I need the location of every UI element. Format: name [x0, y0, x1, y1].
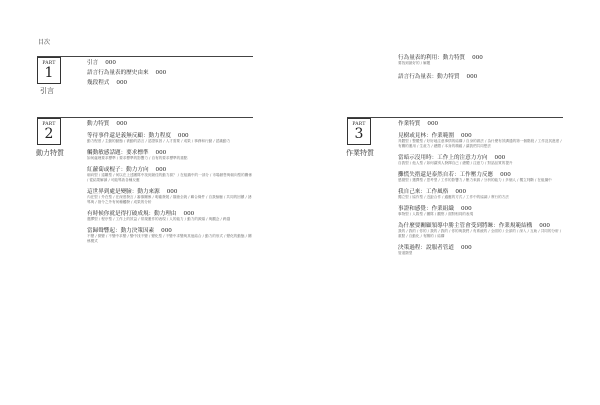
subtopic: 人才需要 [165, 139, 181, 143]
subtopic: 互助 [530, 229, 538, 233]
toc-entry [398, 55, 558, 66]
entry-subtopics: 感覺型 / 選擇型 / 思考型 / 工作的影響力 / 壓力來源 / 分析的能力 / 多個人 / 獨立判斷 / 在組織中 [398, 178, 552, 182]
entry-title: 我自己來：工作風格 [398, 189, 449, 195]
subtopic: 我的 [430, 229, 438, 233]
subtopic: 他人型 [412, 161, 424, 165]
entry-page: 000 [177, 133, 189, 139]
subtopic: 外在型 [101, 195, 113, 199]
part-number: 2 [44, 126, 54, 142]
subtopic: 近距合作 [426, 195, 441, 199]
subtopic: 事務和行動 [194, 139, 213, 143]
subtopic: 微變 [97, 234, 105, 238]
subtopic: 成果 [183, 139, 191, 143]
subtopic: 市場銷售與朝向型的關係 [212, 173, 252, 177]
subtopic: 具體型 [398, 139, 409, 143]
entry-subtopics: 事物型 / 人際型 / 團隊 / 觀察 / 面對相同的表現 [398, 212, 474, 216]
subtopic: 人的能力 [169, 217, 184, 221]
subtopic: 常規運作的表現 [140, 217, 166, 221]
part-2-box [37, 118, 61, 145]
subtopic: 我的 [440, 229, 448, 233]
subtopic: 自動化 [408, 234, 420, 238]
part-3-top-entries [398, 55, 558, 88]
part-word: PART [42, 61, 56, 66]
subtopic: 你的 [419, 229, 427, 233]
part-3-rule [347, 117, 563, 118]
entry-page: 000 [155, 150, 167, 156]
part-2-entries [87, 121, 253, 250]
entry-subtopics: 我的 / 我的 / 你的 / 我的 / 我的 / 你的與我們 / 有系統的 / 全面的 / 全部的 / 深入 / 互助 / 共同的分析 / 重點 / 自動化 / 有關的 / 結構 [398, 229, 562, 238]
entry-title: 當暗示沒用時：工作上的注意力方向 [398, 155, 488, 161]
subtopic: 明確發展 [154, 195, 170, 199]
toc-entry [87, 211, 253, 222]
entry-page: 000 [155, 167, 167, 173]
entry-page: 000 [455, 189, 467, 195]
subtopic: 主動的動態 [104, 139, 123, 143]
entry-title: 動力特質 [87, 121, 110, 127]
entry-title: 作業特質 [398, 121, 421, 127]
subtopic: 在組織中的一部分 [180, 173, 209, 177]
toc-entry [87, 189, 253, 205]
subtopic: 不變中求變 [108, 234, 127, 238]
toc-entry [87, 150, 253, 161]
toc-entry [87, 121, 253, 127]
entry-title: 決策過程：說服者管道 [398, 245, 454, 251]
subtopic: 整體型 [412, 139, 424, 143]
part-3-entries [398, 121, 563, 262]
subtopic: 不變 [87, 234, 95, 238]
subtopic: 關係模式 [87, 234, 252, 243]
subtopic: 動力程度 [87, 139, 102, 143]
entry-page: 000 [539, 223, 550, 229]
subtopic: 實行的方法 [490, 195, 509, 199]
subtopic: 在深度發言 [115, 195, 134, 199]
subtopic: 讓我們共同想法 [465, 144, 492, 148]
subtopic: 內在型 [87, 195, 98, 199]
subtopic: 適應的方式 [444, 195, 463, 199]
toc-entry [398, 121, 563, 127]
subtopic: 變化的動態 [226, 234, 245, 238]
subtopic: 我的 [408, 229, 416, 233]
entry-page: 000 [427, 121, 439, 127]
entry-title: 為什麼要關顧領導中勝主管會受到將睞：作業規範結構 [398, 223, 533, 229]
entry-subtopics: 內在型 / 外在型 / 在深度發言 / 審慎關係 / 明確發展 / 描繪全貌 / 聯合條件 / 自我檢驗 / 共同的回饋 / 誘導與 / 指令之外有何種觸發 / 成果的分析 [87, 195, 252, 204]
entry-title: 語言行為量表：動力特質 [398, 74, 460, 80]
entry-page: 000 [166, 189, 178, 195]
subtopic: 共同的回饋 [226, 195, 245, 199]
part-3-box [347, 118, 371, 145]
part-number: 1 [44, 65, 54, 81]
entry-title: 攤慌失措還是泰然自若：工作壓力反應 [398, 172, 494, 178]
subtopic: 獨立型 [398, 195, 409, 199]
subtopic: 審慎關係 [137, 195, 152, 199]
subtopic: 觀察 [437, 212, 445, 216]
entry-page: 000 [466, 74, 478, 80]
subtopic: 人際型 [412, 212, 424, 216]
part-2-rule [37, 117, 253, 118]
subtopic: 對話品質的提升 [487, 161, 513, 165]
subtopic: 遠離型 [101, 173, 113, 177]
entry-title: 事證和感覺：作業組織 [398, 206, 454, 212]
toc-entry [398, 206, 563, 217]
subtopic: 自身的做法 [466, 139, 484, 143]
subtopic: 自有的要求標準的重點 [151, 156, 188, 160]
subtopic: 變化型 [151, 234, 163, 238]
subtopic: 獨立判斷 [519, 178, 534, 182]
subtopic: 自我型 [398, 161, 409, 165]
toc-entry [398, 223, 563, 239]
entry-page: 000 [472, 55, 483, 61]
toc-entry [398, 189, 563, 200]
entry-subtopics: 動力程度 / 主動的動態 / 被動的語言 / 認證原因 / 人才需要 / 成果 / 事務和行動 / 認識動力 [87, 139, 231, 143]
subtopic: 感覺型 [398, 178, 409, 182]
subtopic: 要求標準的影響力 [119, 156, 148, 160]
entry-page: 000 [183, 211, 195, 217]
toc-entry-title [87, 121, 253, 127]
entry-subtopics: 具體型 / 整體型 / 好好地注意事情的結構 / 自身的做法 / 為什麼有效溝通的第一個階段 / 工作及其進度 / 有關的運用 / 生產力 / 總體 / 本身的精確 / 讓我們共同想法 [398, 139, 562, 148]
entry-subtopics: 獨立型 / 協作型 / 近距合作 / 適應的方式 / 工作中的協調 / 實行的方法 [398, 195, 509, 199]
subtopic: 工作的影響力 [440, 178, 463, 182]
part-title: 動力特質 [36, 149, 64, 157]
entry-title: 當歸聲響起：動力決策因素 [87, 228, 155, 234]
subtopic: 注意力 [473, 161, 484, 165]
part-word: PART [42, 122, 56, 127]
entry-subtopics: 如何處理要求標準 / 要求標準的影響力 / 自有的要求標準的重點 [87, 156, 188, 160]
subtopic: 誘導與 [87, 195, 252, 204]
subtopic: 可能導致各種反應 [110, 178, 140, 182]
part-word: PART [352, 122, 366, 127]
subtopic: 如何讓別人發揮自己 [426, 161, 459, 165]
subtopic: 選擇型 [87, 217, 98, 221]
subtopic: 工作及其進度 [537, 139, 560, 143]
toc-entry [398, 133, 563, 149]
entry-title: 見樹或見林：作業範圍 [398, 133, 454, 139]
part-title: 作業特質 [346, 149, 374, 157]
subtopic: 有關的運用 [398, 144, 416, 148]
subtopic: 要找到最好的 [398, 61, 420, 65]
entry-subtopics: 要找到最好的 / 解題 [398, 61, 431, 65]
toc-entry [87, 133, 253, 144]
subtopic: 協作型 [412, 195, 424, 199]
subtopic: 為什麼有效溝通的第一個階段 [487, 139, 535, 143]
subtopic: 團隊 [426, 212, 434, 216]
subtopic: 你的與我們 [451, 229, 470, 233]
subtopic: 動力的形式 [205, 234, 223, 238]
toc-entry-title [398, 121, 563, 127]
subtopic: 從結果解讀 [89, 178, 108, 182]
part-1-box [37, 57, 61, 84]
subtopic: 朝向型 [87, 173, 98, 177]
subtopic: 被動的語言 [126, 139, 145, 143]
entry-title: 有時候你就是得打破成規：動力理由 [87, 211, 177, 217]
subtopic: 描繪全貌 [172, 195, 188, 199]
entry-title: 紅蘿蔔或棍子：動力方向 [87, 167, 149, 173]
subtopic: 總體 [462, 161, 470, 165]
subtopic: 總體 [433, 144, 441, 148]
subtopic: 好好地注意事情的結構 [426, 139, 463, 143]
subtopic: 聯合條件 [190, 195, 206, 199]
toc-entry-title [398, 74, 558, 80]
subtopic: 深入 [519, 229, 527, 233]
subtopic: 分析的能力 [483, 178, 502, 182]
entry-subtopics: 自我型 / 他人型 / 如何讓別人發揮自己 / 總體 / 注意力 / 對話品質的提升 [398, 161, 513, 165]
entry-page: 000 [460, 245, 472, 251]
entry-subtopics: 不變 / 微變 / 不變中求變 / 變中找不變 / 變化型 / 不變中求變與其他結合 / 動力的形式 / 變化的動態 / 關係模式 [87, 234, 252, 243]
entry-title: 觸動敏感話題：要求標準 [87, 150, 149, 156]
subtopic: 本身的精確 [444, 144, 463, 148]
subtopic: 生產力 [419, 144, 431, 148]
subtopic: 解題 [423, 61, 431, 65]
toc-entry [398, 172, 563, 183]
subtopic: 共同的分析 [540, 229, 559, 233]
subtopic: 結構 [437, 234, 445, 238]
subtopic: 動力的源頭 [187, 217, 206, 221]
part-1-rule [37, 56, 253, 57]
subtopic: 管道類型 [398, 251, 413, 255]
subtopic: 如何處理要求標準 [87, 156, 116, 160]
subtopic: 自我檢驗 [208, 195, 223, 199]
entry-title: 這世界到處是變臉：動力來源 [87, 189, 160, 195]
entry-subtopics [398, 251, 563, 256]
subtopic: 工作上的效益 [115, 217, 138, 221]
subtopic: 壓力來源 [465, 178, 481, 182]
subtopic: 程序型 [101, 217, 113, 221]
part-title: 引言 [40, 87, 54, 95]
entry-page: 000 [116, 121, 128, 127]
subtopic: 選擇型 [412, 178, 424, 182]
entry-title: 等待事件還是義無反顧：動力程度 [87, 133, 171, 139]
entry-subtopics: 選擇型 / 程序型 / 工作上的效益 / 常規運作的表現 / 人的能力 / 動力的源頭 / 與觀念 / 跨越 [87, 217, 231, 221]
subtopic: 認證原因 [147, 139, 163, 143]
subtopic: 思考型 [426, 178, 438, 182]
entry-page: 000 [161, 228, 172, 234]
entry-subtopics: 朝向型 / 遠離型 / 何以在上述團隊中找到最佳的動力源？ / 在組織中的一部分 / 市場銷售與朝向型的關係 / 從結果解讀 / 可能導致各種反應 [87, 173, 252, 182]
toc-entry [398, 155, 563, 166]
entry-title: 行為量表的利用：動力特質 [398, 55, 466, 61]
subtopic: 認識動力 [215, 139, 231, 143]
subtopic: 工作中的協調 [465, 195, 488, 199]
subtopic: 我的 [398, 229, 406, 233]
subtopic: 何以在上述團隊中找到最佳的動力源？ [115, 173, 177, 177]
toc-entry [87, 167, 253, 183]
subtopic: 成果的分析 [133, 200, 152, 204]
toc-entry [398, 245, 563, 256]
part-1-entries [87, 60, 166, 86]
subtopic: 指令之外有何種觸發 [97, 200, 131, 204]
toc-entry [398, 74, 558, 80]
subtopic: 有系統的 [472, 229, 488, 233]
toc-entry [87, 228, 253, 244]
toc-entry: 語言行為量表的歷史由來 000 [87, 70, 167, 76]
subtopic: 有關的 [422, 234, 434, 238]
subtopic: 變中找不變 [129, 234, 148, 238]
part-number: 3 [354, 126, 364, 142]
subtopic: 全面的 [490, 229, 502, 233]
entry-page: 000 [500, 172, 511, 178]
subtopic: 在組織中 [537, 178, 552, 182]
entry-page: 000 [460, 133, 472, 139]
subtopic: 事物型 [398, 212, 409, 216]
subtopic: 重點 [398, 234, 406, 238]
toc-entry: 引言 000 [87, 60, 116, 66]
subtopic: 多個人 [505, 178, 517, 182]
subtopic: 跨越 [222, 217, 231, 221]
subtopic: 全部的 [505, 229, 516, 233]
toc-entry: 幾段程式 000 [87, 80, 128, 86]
entry-page: 000 [460, 206, 472, 212]
subtopic: 與觀念 [208, 217, 220, 221]
toc-label: 目次 [38, 39, 51, 46]
subtopic: 面對相同的表現 [447, 212, 474, 216]
subtopic: 不變中求變與其他結合 [165, 234, 202, 238]
entry-page: 000 [494, 155, 506, 161]
